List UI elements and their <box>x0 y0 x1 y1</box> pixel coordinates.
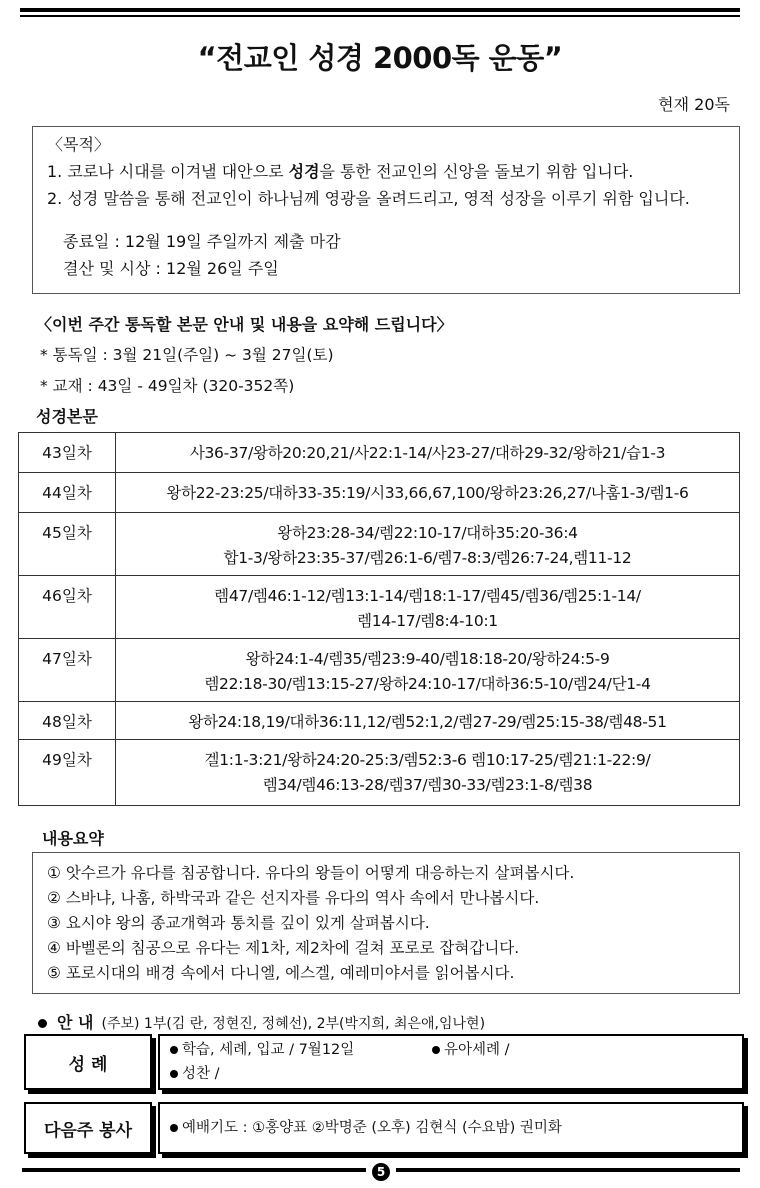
table-row <box>19 740 740 806</box>
summary-item: ① 앗수르가 유다를 침공합니다. 유다의 왕들이 어떻게 대응하는지 살펴봅시다. <box>47 864 575 882</box>
purpose-item-1-pre: 1. 코로나 시대를 이겨낼 대안으로 <box>47 162 289 181</box>
day-cell: 45일차 <box>19 513 116 576</box>
notice-text: (주보) 1부(김 란, 정현진, 정혜선), 2부(박지희, 최은애,임나현) <box>101 1016 486 1032</box>
purpose-item-2: 2. 성경 말씀을 통해 전교인이 하나님께 영광을 올려드리고, 영적 성장을 이루기 위함 입니다. <box>47 189 690 208</box>
service-label-cell <box>24 1102 152 1154</box>
summary-item: ④ 바벨론의 침공으로 유다는 제1차, 제2차에 걸쳐 포로로 잡혀갑니다. <box>47 939 520 957</box>
summary-item: ③ 요시야 왕의 종교개혁과 통치를 깊이 있게 살펴봅시다. <box>47 914 430 932</box>
refs-line: 왕하23:28-34/렘22:10-17/대하35:20-36:4 <box>277 524 578 542</box>
refs-line: 겔1:1-3:21/왕하24:20-25:3/렘52:3-6 렘10:17-25/렘21:1-22:9/ <box>204 751 651 769</box>
refs-line: 합1-3/왕하23:35-37/렘26:1-6/렘7-8:3/렘26:7-24,렘11-12 <box>223 549 632 567</box>
sacrament-label-cell <box>24 1034 152 1090</box>
bullet-icon <box>170 1046 178 1054</box>
notice-label: 안 내 <box>57 1013 94 1032</box>
notice-line <box>38 1010 485 1033</box>
refs-line: 사36-37/왕하20:20,21/사22:1-14/사23-27/대하29-32/왕하21/습1-3 <box>189 444 666 462</box>
purpose-heading: 〈목적〉 <box>47 135 110 154</box>
bullet-icon <box>432 1046 440 1054</box>
top-rule <box>20 8 740 12</box>
refs-cell <box>116 513 740 576</box>
reading-material: * 교재 : 43일 - 49일차 (320-352쪽) <box>40 377 295 395</box>
award-text: 결산 및 시상 : 12월 26일 주일 <box>63 259 279 278</box>
purpose-box <box>32 126 740 294</box>
refs-line: 렘14-17/렘8:4-10:1 <box>357 612 498 630</box>
purpose-item-1-bold: 성경 <box>288 162 320 181</box>
refs-cell <box>116 473 740 513</box>
sacrament-line-1b-text: 유아세례 / <box>444 1042 510 1058</box>
table-row <box>19 433 740 473</box>
refs-line: 왕하24:18,19/대하36:11,12/렘52:1,2/렘27-29/렘25:15-38/렘48-51 <box>188 713 667 731</box>
day-cell: 43일차 <box>19 433 116 473</box>
refs-cell <box>116 433 740 473</box>
footer-rule-left <box>22 1168 366 1172</box>
purpose-item-1-post: 을 통한 전교인의 신앙을 돌보기 위함 입니다. <box>319 162 634 181</box>
sacrament-label: 성 례 <box>68 1054 108 1075</box>
table-row <box>19 576 740 639</box>
weekly-heading: 〈이번 주간 통독할 본문 안내 및 내용을 요약해 드립니다〉 <box>36 315 453 334</box>
footer-rule-right <box>396 1168 740 1172</box>
summary-heading: 내용요약 <box>42 829 104 848</box>
refs-cell <box>116 639 740 702</box>
bullet-icon <box>38 1019 47 1028</box>
summary-item: ⑤ 포로시대의 배경 속에서 다니엘, 에스겔, 예레미야서를 읽어봅시다. <box>47 964 515 982</box>
current-count: 현재 20독 <box>658 95 730 114</box>
sacrament-line-1 <box>170 1038 732 1062</box>
sacrament-line-2-text: 성찬 / <box>182 1066 220 1082</box>
service-label: 다음주 봉사 <box>43 1120 133 1141</box>
reading-period: * 통독일 : 3월 21일(주일) ~ 3월 27일(토) <box>40 346 334 364</box>
refs-line: 왕하24:1-4/렘35/렘23:9-40/렘18:18-20/왕하24:5-9 <box>245 650 610 668</box>
purpose-item-1 <box>47 158 725 185</box>
day-cell: 44일차 <box>19 473 116 513</box>
refs-line: 렘47/렘46:1-12/렘13:1-14/렘18:1-17/렘45/렘36/렘25:1-14/ <box>214 587 641 605</box>
day-cell: 46일차 <box>19 576 116 639</box>
deadline-text: 종료일 : 12월 19일 주일까지 제출 마감 <box>63 232 341 251</box>
table-row <box>19 639 740 702</box>
summary-box <box>32 852 740 994</box>
bullet-icon <box>170 1070 178 1078</box>
refs-cell <box>116 740 740 806</box>
day-cell: 47일차 <box>19 639 116 702</box>
day-cell: 48일차 <box>19 702 116 740</box>
refs-cell <box>116 702 740 740</box>
day-cell: 49일차 <box>19 740 116 806</box>
sacrament-line-1-text: 학습, 세례, 입교 / 7월12일 <box>182 1042 355 1058</box>
summary-item: ② 스바냐, 나훔, 하박국과 같은 선지자를 유다의 역사 속에서 만나봅시다. <box>47 889 540 907</box>
sacrament-line-2 <box>170 1062 732 1086</box>
refs-line: 렘34/렘46:13-28/렘37/렘30-33/렘23:1-8/렘38 <box>262 776 593 794</box>
table-row <box>19 702 740 740</box>
table-row <box>19 513 740 576</box>
bible-text-table <box>18 432 740 806</box>
bullet-icon <box>170 1124 178 1132</box>
bible-heading: 성경본문 <box>36 407 98 426</box>
page-number: 5 <box>372 1163 390 1181</box>
refs-cell <box>116 576 740 639</box>
top-rule-thin <box>20 15 740 17</box>
table-row <box>19 473 740 513</box>
service-content-cell <box>158 1102 744 1154</box>
service-text: 예배기도 : ①홍양표 ②박명준 (오후) 김현식 (수요밤) 권미화 <box>182 1120 562 1136</box>
page-title: “전교인 성경 2000독 운동” <box>197 41 563 75</box>
refs-line: 왕하22-23:25/대하33-35:19/시33,66,67,100/왕하23:26,27/나훔1-3/렘1-6 <box>166 484 689 502</box>
sacrament-content-cell <box>158 1034 744 1090</box>
refs-line: 렘22:18-30/렘13:15-27/왕하24:10-17/대하36:5-10/렘24/단1-4 <box>204 675 651 693</box>
